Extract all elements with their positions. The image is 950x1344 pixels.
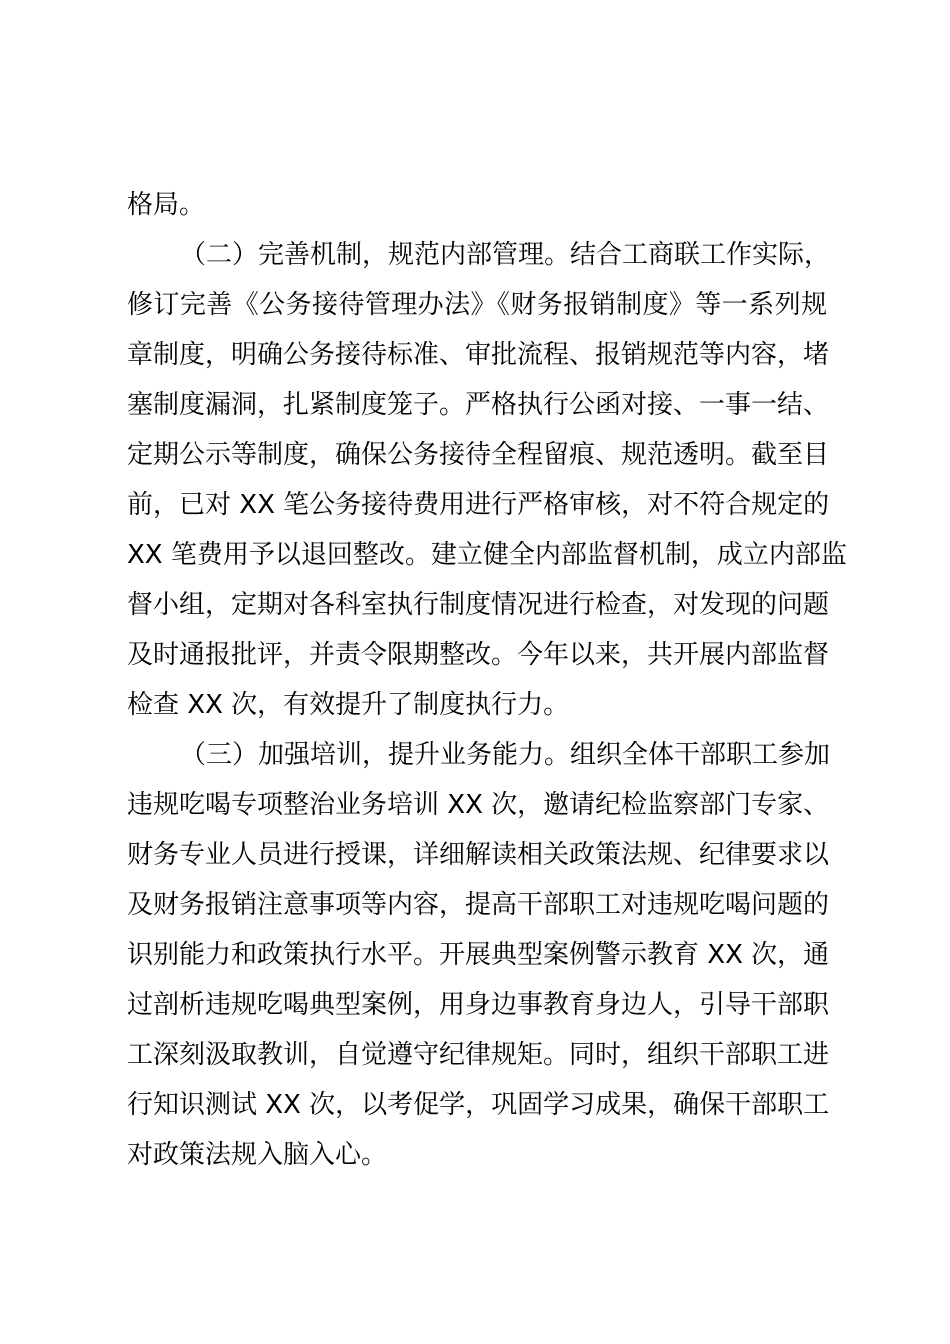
text-line: 检查 XX 次，有效提升了制度执行力。 — [127, 690, 570, 720]
text-line: XX 笔费用予以退回整改。建立健全内部监督机制，成立内部监 — [127, 540, 847, 570]
text-line: 格局。 — [127, 190, 206, 220]
text-line: 工深刻汲取教训，自觉遵守纪律规矩。同时，组织干部职工进 — [127, 1040, 830, 1070]
section-heading-line: （三）加强培训，提升业务能力。组织全体干部职工参加 — [180, 740, 831, 770]
text-line: 修订完善《公务接待管理办法》《财务报销制度》等一系列规 — [127, 290, 827, 320]
text-line: 行知识测试 XX 次，以考促学，巩固学习成果，确保干部职工 — [127, 1090, 830, 1120]
text-line: 识别能力和政策执行水平。开展典型案例警示教育 XX 次，通 — [127, 940, 830, 970]
text-line: 对政策法规入脑入心。 — [127, 1140, 388, 1170]
text-line: 章制度，明确公务接待标准、审批流程、报销规范等内容，堵 — [127, 340, 830, 370]
text-line: 塞制度漏洞，扎紧制度笼子。严格执行公函对接、一事一结、 — [127, 390, 830, 420]
section-heading-line: （二）完善机制，规范内部管理。结合工商联工作实际， — [180, 240, 831, 270]
text-line: 违规吃喝专项整治业务培训 XX 次，邀请纪检监察部门专家、 — [127, 790, 830, 820]
text-line: 及时通报批评，并责令限期整改。今年以来，共开展内部监督 — [127, 640, 830, 670]
text-line: 前，已对 XX 笔公务接待费用进行严格审核，对不符合规定的 — [127, 490, 830, 520]
text-line: 过剖析违规吃喝典型案例，用身边事教育身边人，引导干部职 — [127, 990, 830, 1020]
text-line: 定期公示等制度，确保公务接待全程留痕、规范透明。截至目 — [127, 440, 830, 470]
text-line: 财务专业人员进行授课，详细解读相关政策法规、纪律要求以 — [127, 840, 830, 870]
text-line: 督小组，定期对各科室执行制度情况进行检查，对发现的问题 — [127, 590, 830, 620]
text-line: 及财务报销注意事项等内容，提高干部职工对违规吃喝问题的 — [127, 890, 830, 920]
